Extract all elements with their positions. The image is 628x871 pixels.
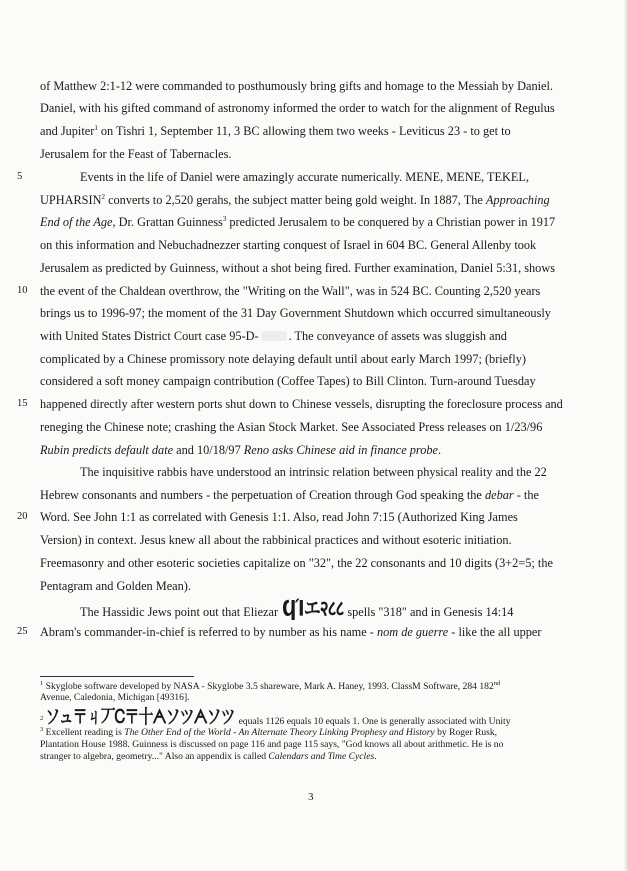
text-run: Word. See John 1:1 as correlated with Genesis 1:1. Also, read John 7:15 (Authorized King James xyxy=(40,510,518,524)
text-run: equals 1126 equals 10 equals 1. One is generally associated with Unity xyxy=(238,716,511,727)
body-line xyxy=(80,596,514,622)
scan-edge xyxy=(624,0,628,871)
footnote-line xyxy=(40,681,500,692)
text-run: Version) in context. Jesus knew all about the rabbinical practices and without esoteric initiation. xyxy=(40,533,512,547)
footnote-marker: nd xyxy=(493,680,501,687)
text-run: UPHARSIN xyxy=(40,193,102,207)
text-run: the event of the Chaldean overthrow, the "Writing on the Wall", was in 524 BC. Counting 2,520 years xyxy=(40,284,541,298)
text-run: on this information and Nebuchadnezzer starting conquest of Israel in 604 BC. General Allenby took xyxy=(40,238,537,252)
body-line xyxy=(40,306,551,320)
text-run: Daniel, with his gifted command of astronomy informed the order to watch for the alignment of Regulus xyxy=(40,101,555,115)
text-run: , Dr. Grattan Guinness xyxy=(112,215,223,229)
italic-run: nom de guerre xyxy=(376,625,449,639)
body-line xyxy=(40,215,555,229)
footnote-line xyxy=(40,705,511,729)
page-number: 3 xyxy=(308,791,314,803)
line-number: 25 xyxy=(17,626,28,637)
text-run: Avenue, Caledonia, Michigan [49316]. xyxy=(40,692,190,703)
line-number: 20 xyxy=(17,511,28,522)
footnote-marker: 1 xyxy=(40,680,44,687)
text-run: The inquisitive rabbis have understood an intrinsic relation between physical reality and the 22 xyxy=(80,465,547,479)
italic-run: debar xyxy=(484,488,514,502)
footnote-marker: 3 xyxy=(222,215,227,223)
text-run: . xyxy=(438,443,442,457)
body-line xyxy=(40,193,550,207)
text-run: Freemasonry and other esoteric societies capitalize on "32", the 22 consonants and 10 digits (3+2=5; the xyxy=(40,556,553,570)
text-run: reneging the Chinese note; crashing the Asian Stock Market. See Associated Press releases on 1/23/96 xyxy=(40,420,543,434)
italic-run: Reno asks Chinese aid in finance probe xyxy=(243,443,439,457)
body-line xyxy=(40,510,518,524)
italic-run: Calendars and Time Cycles xyxy=(268,751,375,762)
body-line xyxy=(40,329,507,343)
italic-run: Rubin predicts default date xyxy=(40,443,174,457)
text-run: on Tishri 1, September 11, 3 BC allowing them two weeks - Leviticus 23 - to get to xyxy=(97,124,511,138)
body-line xyxy=(40,124,511,138)
body-line xyxy=(40,374,536,388)
body-line xyxy=(40,79,553,93)
body-line xyxy=(40,147,232,161)
text-run: Skyglobe software developed by NASA - Skyglobe 3.5 shareware, Mark A. Haney, 1993. ClassM Software, 284 182 xyxy=(43,681,494,692)
italic-run: The Other End of the World - An Alternate Theory Linking Prophesy and History xyxy=(124,727,435,738)
body-line xyxy=(40,625,541,639)
text-run: with United States District Court case 95-D- xyxy=(40,329,259,343)
text-run: predicted Jerusalem to be conquered by a Christian power in 1917 xyxy=(226,215,556,229)
hebrew-word: ソュ〒ㄐ丆Ꮯ〒十ᗅソツᗅソツ xyxy=(45,705,235,729)
body-line xyxy=(40,488,539,502)
footnote-line xyxy=(40,751,377,762)
body-line xyxy=(40,443,441,457)
body-line xyxy=(40,420,542,434)
redacted-number xyxy=(261,331,287,341)
body-line xyxy=(40,533,512,547)
body-line xyxy=(80,170,529,184)
text-run: - like the all upper xyxy=(448,625,542,639)
text-run: of Matthew 2:1-12 were commanded to posthumously bring gifts and homage to the Messiah by Daniel. xyxy=(40,79,553,93)
text-run: Events in the life of Daniel were amazingly accurate numerically. MENE, MENE, TEKEL, xyxy=(80,170,530,184)
body-line xyxy=(40,284,540,298)
text-run: spells "318" and in Genesis 14:14 xyxy=(347,605,514,619)
italic-run: End of the Age xyxy=(40,215,113,229)
body-line xyxy=(40,238,536,252)
footnote-marker: 1 xyxy=(94,124,98,132)
body-line xyxy=(40,352,526,366)
footnote-marker: 2 xyxy=(101,193,105,201)
text-run: happened directly after western ports shut down to Chinese vessels, disrupting the foreclosure process and xyxy=(40,397,563,411)
body-line xyxy=(40,261,555,275)
text-run: and Jupiter xyxy=(40,124,95,138)
text-run: Pentagram and Golden Mean). xyxy=(40,579,191,593)
footnote-rule xyxy=(40,676,194,677)
text-run: Jerusalem for the Feast of Tabernacles. xyxy=(40,147,232,161)
line-number: 10 xyxy=(17,285,28,296)
body-line xyxy=(40,397,563,411)
text-run: Abram's commander-in-chief is referred to by number as his name - xyxy=(40,625,377,639)
text-run: converts to 2,520 gerahs, the subject matter being gold weight. In 1887, The xyxy=(105,193,486,207)
text-run: . xyxy=(374,751,377,762)
footnote-line xyxy=(40,692,190,703)
line-number: 15 xyxy=(17,398,28,409)
body-line xyxy=(40,556,553,570)
text-run: - the xyxy=(513,488,539,502)
text-run: Plantation House 1988. Guinness is discussed on page 116 and page 115 says, "God knows all about arithmetic. He is no xyxy=(40,739,504,750)
body-line xyxy=(40,101,555,115)
text-run: Jerusalem as predicted by Guinness, without a shot being fired. Further examination, Daniel 5:31, shows xyxy=(40,261,555,275)
italic-run: Approaching xyxy=(485,193,550,207)
text-run: Hebrew consonants and numbers - the perpetuation of Creation through God speaking the xyxy=(40,488,485,502)
hebrew-word: ϤΊエ२८८ xyxy=(282,596,344,622)
text-run: considered a soft money campaign contribution (Coffee Tapes) to Bill Clinton. Turn-around Tuesday xyxy=(40,374,536,388)
line-number: 5 xyxy=(17,171,23,182)
text-run: brings us to 1996-97; the moment of the 31 Day Government Shutdown which occurred simultaneously xyxy=(40,306,551,320)
footnote-line xyxy=(40,739,503,750)
text-run: The Hassidic Jews point out that Eliezar xyxy=(80,605,279,619)
text-run: and 10/18/97 xyxy=(173,443,244,457)
text-run: by Roger Rusk, xyxy=(434,727,498,738)
body-line xyxy=(80,465,547,479)
text-run: Excellent reading is xyxy=(43,727,125,738)
text-run: complicated by a Chinese promissory note delaying default until about early March 1997; (briefly) xyxy=(40,352,526,366)
footnote-line xyxy=(40,727,497,738)
text-run: stranger to algebra, geometry..." Also an appendix is called xyxy=(40,751,269,762)
body-line xyxy=(40,579,191,593)
footnote-marker: 3 xyxy=(40,726,44,733)
footnote-marker: 2 xyxy=(40,715,44,722)
text-run: . The conveyance of assets was sluggish and xyxy=(288,329,507,343)
